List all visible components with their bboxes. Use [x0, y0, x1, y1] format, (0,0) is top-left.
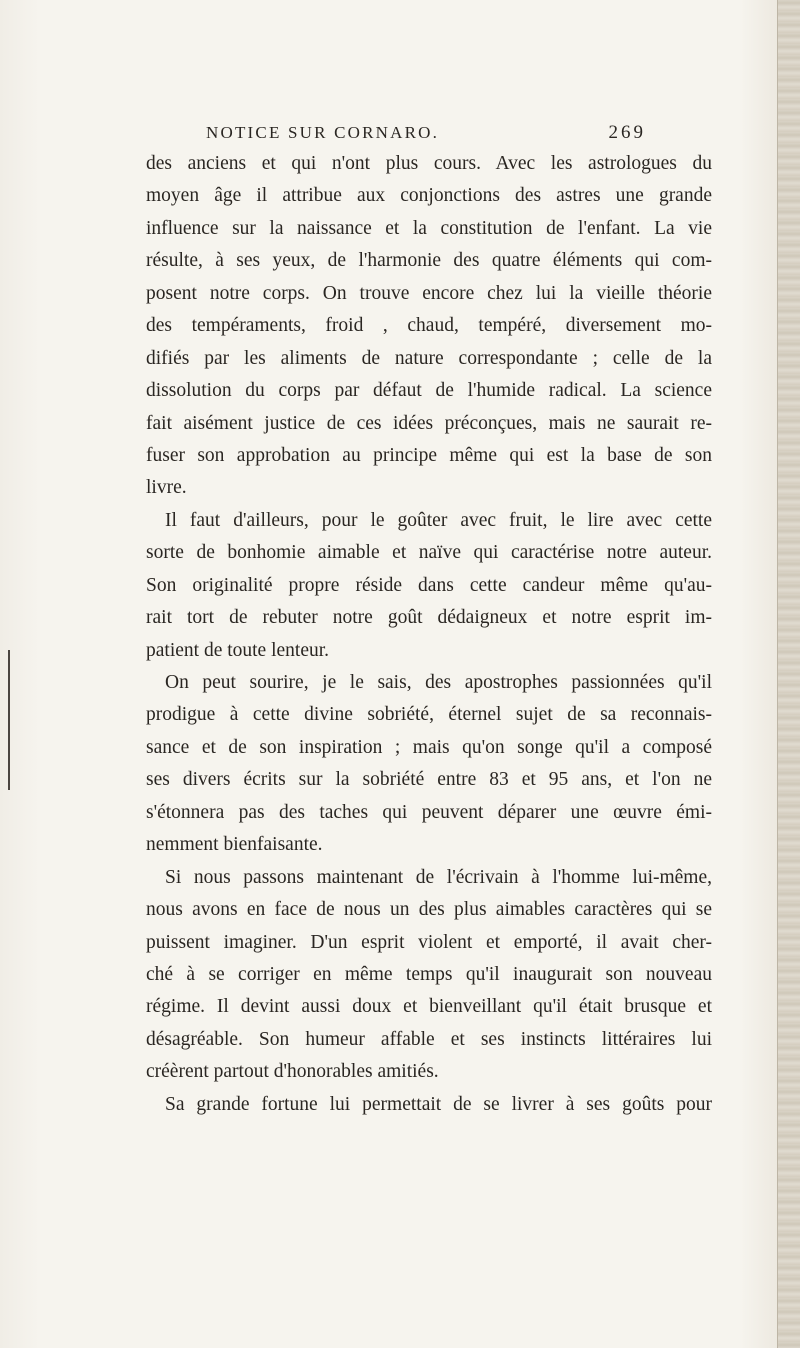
text-line: ses divers écrits sur la sobriété entre 83 et 95 ans, et l'on ne — [146, 769, 712, 791]
page-binding-edge — [777, 0, 800, 1348]
text-line: sance et de son inspiration ; mais qu'on songe qu'il a composé — [146, 736, 712, 758]
page-number: 269 — [608, 122, 646, 143]
text-line: livre. — [146, 477, 187, 499]
text-line: nous avons en face de nous un des plus aimables caractères qui se — [146, 899, 712, 921]
text-line: sorte de bonhomie aimable et naïve qui caractérise notre auteur. — [146, 542, 712, 564]
text-line: influence sur la naissance et la constitution de l'enfant. La vie — [146, 217, 712, 239]
text-line: ché à se corriger en même temps qu'il inaugurait son nouveau — [146, 963, 712, 985]
text-line: des tempéraments, froid , chaud, tempéré, diversement mo- — [146, 315, 712, 337]
text-line: fait aisément justice de ces idées préconçues, mais ne saurait re- — [146, 412, 712, 434]
text-line: Son originalité propre réside dans cette candeur même qu'au- — [146, 574, 712, 596]
text-line: On peut sourire, je le sais, des apostrophes passionnées qu'il — [165, 672, 712, 693]
text-line: prodigue à cette divine sobriété, éternel sujet de sa reconnais- — [146, 704, 712, 726]
text-line: s'étonnera pas des taches qui peuvent déparer une œuvre émi- — [146, 801, 712, 823]
text-line: régime. Il devint aussi doux et bienveillant qu'il était brusque et — [146, 996, 712, 1018]
text-line: dissolution du corps par défaut de l'humide radical. La science — [146, 380, 712, 402]
text-line: désagréable. Son humeur affable et ses instincts littéraires lui — [146, 1028, 712, 1050]
text-line: rait tort de rebuter notre goût dédaigneux et notre esprit im- — [146, 607, 712, 629]
text-line: résulte, à ses yeux, de l'harmonie des quatre éléments qui com- — [146, 250, 712, 272]
text-line: moyen âge il attribue aux conjonctions des astres une grande — [146, 185, 712, 207]
text-line: Sa grande fortune lui permettait de se livrer à ses goûts pour — [165, 1093, 712, 1115]
text-line: Si nous passons maintenant de l'écrivain à l'homme lui-même, — [165, 866, 712, 888]
text-line: des anciens et qui n'ont plus cours. Avec les astrologues du — [146, 153, 712, 174]
margin-mark — [8, 650, 10, 790]
page-header — [206, 120, 646, 146]
text-line: nemment bienfaisante. — [146, 834, 323, 856]
text-line: puissent imaginer. D'un esprit violent et emporté, il avait cher- — [146, 931, 712, 953]
text-line: fuser son approbation au principe même qui est la base de son — [146, 444, 712, 466]
text-line: Il faut d'ailleurs, pour le goûter avec fruit, le lire avec cette — [165, 509, 712, 531]
text-line: créèrent partout d'honorables amitiés. — [146, 1061, 439, 1083]
text-line: patient de toute lenteur. — [146, 639, 330, 661]
text-line: difiés par les aliments de nature correspondante ; celle de la — [146, 347, 712, 369]
running-title: NOTICE SUR CORNARO. — [206, 123, 440, 142]
body-text — [146, 148, 712, 1121]
text-line: posent notre corps. On trouve encore chez lui la vieille théorie — [146, 282, 712, 304]
